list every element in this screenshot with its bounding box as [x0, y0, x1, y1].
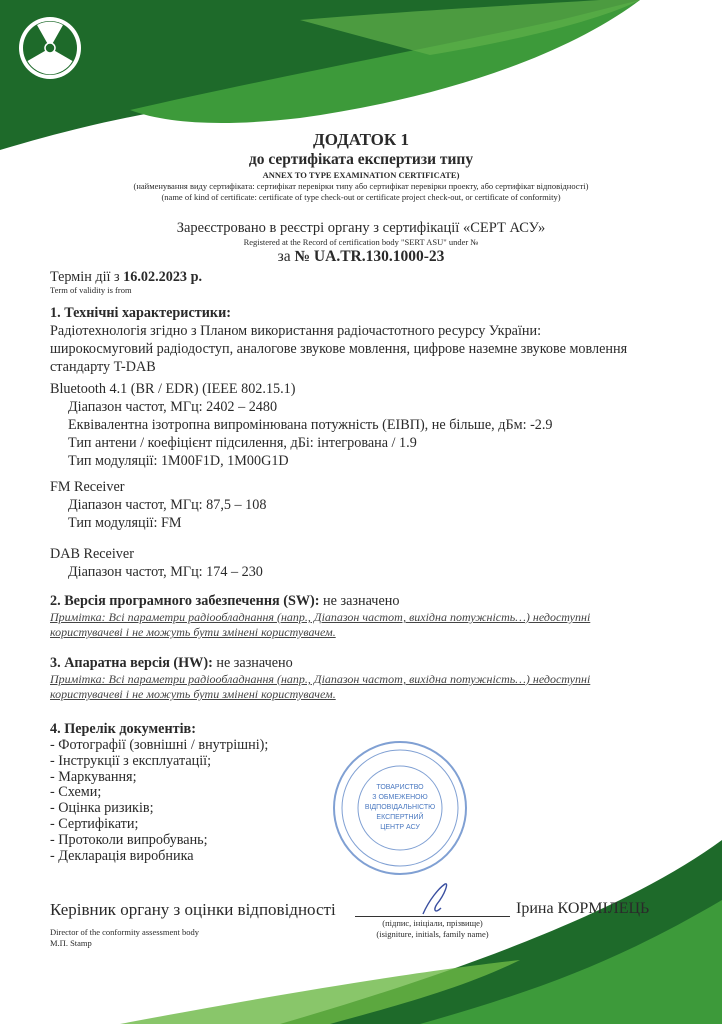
registered-en: Registered at the Record of certification body "SERT ASU" under №: [243, 237, 479, 247]
list-item: - Сертифікати;: [50, 815, 139, 832]
section-software: 2. Версія програмного забезпечення (SW): не зазначено Примітка: Всі параметри радіообладнання (напр., Діапазон частот, вихідна потужність…) недоступні користувачеві і не можуть бути змінені користувачем.: [50, 593, 591, 639]
list-item: - Маркування;: [50, 768, 137, 785]
signatory-role: Керівник органу з оцінки відповідності: [50, 900, 336, 919]
stamp-label: М.П. Stamp: [50, 938, 92, 948]
signature-hint-en: (isigniture, initials, family name): [376, 929, 489, 939]
document-subtitle-en: ANNEX TO TYPE EXAMINATION CERTIFICATE): [262, 170, 460, 180]
list-item: - Протоколи випробувань;: [50, 831, 208, 848]
signature-hint-ua: (підпис, ініціали, прізвище): [382, 918, 483, 928]
section-documents: 4. Перелік документів: - Фотографії (зовнішні / внутрішні); - Інструкції з експлуатації; - Маркування; - Схеми; - Оцінка ризиків; - Сертифікати; - Протоколи випробувань; - Декларація виробника: [50, 721, 269, 864]
certificate-kind-ua: (найменування виду сертифіката: сертифікат перевірки типу або сертифікат перевірки проекту, або сертифікат відповідності): [133, 181, 589, 191]
list-item: - Оцінка ризиків;: [50, 800, 154, 817]
signature-line: [355, 916, 510, 917]
document-title: ДОДАТОК 1: [313, 130, 409, 149]
list-item: - Фотографії (зовнішні / внутрішні);: [50, 737, 269, 753]
sert-asu-logo: [17, 15, 83, 81]
registration-number: за № UA.TR.130.1000-23: [277, 248, 445, 265]
handwritten-signature: [415, 880, 455, 916]
validity: Термін дії з 16.02.2023 р. Term of validity is from: [50, 269, 202, 295]
certificate-kind-en: (name of kind of certificate: certificate of type check-out or certificate project check-out, or certificate of conformity): [161, 192, 561, 202]
official-stamp: ТОВАРИСТВО З ОБМЕЖЕНОЮ ВІДПОВІДАЛЬНІСТЮ ЕКСПЕРТНИЙ ЦЕНТР АСУ: [330, 738, 470, 878]
list-item: - Схеми;: [50, 784, 102, 801]
list-item: - Інструкції з експлуатації;: [50, 752, 212, 769]
signatory-role-en: Director of the conformity assessment body: [50, 927, 199, 937]
list-item: - Декларація виробника: [50, 847, 194, 864]
signatory-name: Ірина КОРМІЛЕЦЬ: [516, 900, 650, 917]
section-hardware: 3. Апаратна версія (HW): не зазначено Примітка: Всі параметри радіообладнання (напр., Діапазон частот, вихідна потужність…) недоступні користувачеві і не можуть бути змінені користувачем.: [50, 655, 591, 701]
registered-ua: Зареєстровано в реєстрі органу з сертифікації «СЕРТ АСУ»: [176, 220, 546, 236]
document-subtitle: до сертифіката експертизи типу: [248, 151, 474, 168]
section-technical: 1. Технічні характеристики: Радіотехнологія згідно з Планом використання радіочастотного ресурсу України: широкосмуговий радіодоступ, аналогове звукове мовлення, цифрове наземне звукове мовлення стандарту T-DAB Bluetooth 4.1 (BR / EDR) (IEEE 802.15.1) Діапазон частот, МГц: 2402 – 2480 Еквівалентна ізотропна випромінювана потужність (ЕІВП), не більше, дБм: -2.9 Тип антени / коефіцієнт підсилення, дБі: інтегрована / 1.9 Тип модуляції: 1M00F1D, 1M00G1D FM Receiver Діапазон частот, МГц: 87,5 – 108 Тип модуляції: FM DAB Receiver Діапазон частот, МГц: 174 – 230: [50, 305, 628, 580]
